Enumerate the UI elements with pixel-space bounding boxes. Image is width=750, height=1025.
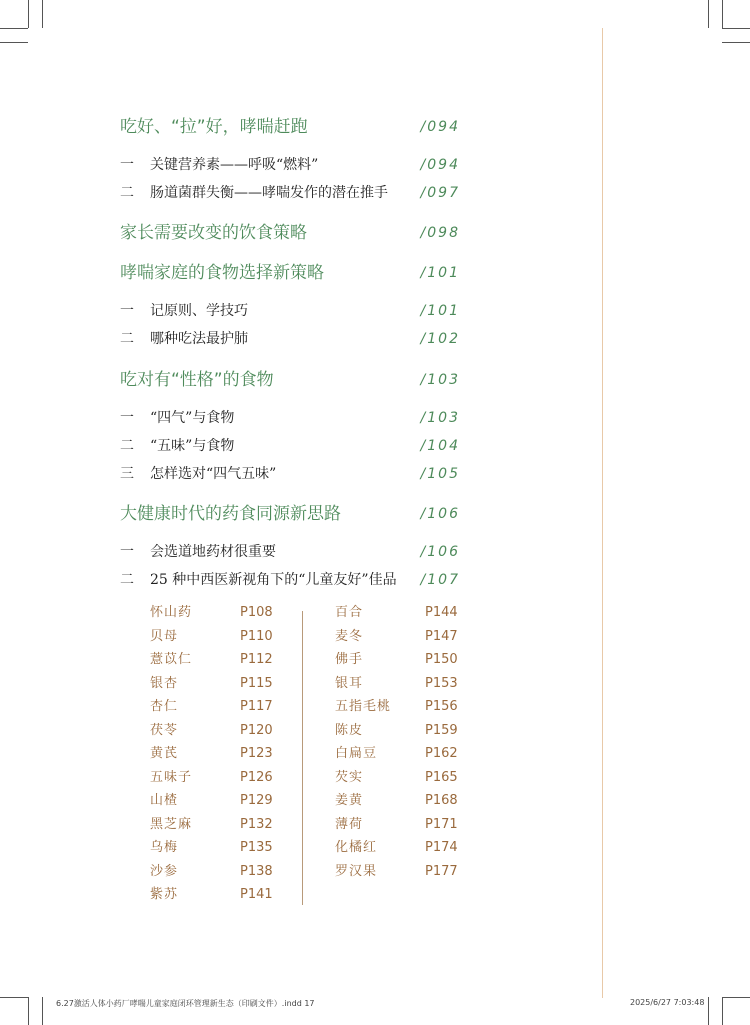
herb-page: P129 bbox=[240, 793, 273, 808]
herb-name: 五味子 bbox=[150, 769, 193, 785]
herb-column-left bbox=[150, 603, 290, 909]
herb-name: 乌梅 bbox=[150, 840, 179, 855]
entry-number: 二 bbox=[120, 185, 134, 201]
herb-name: 佛手 bbox=[335, 652, 364, 667]
toc-entry[interactable] bbox=[120, 327, 460, 351]
herb-item[interactable] bbox=[150, 650, 290, 674]
entry-page: /107 bbox=[420, 572, 460, 588]
herb-item[interactable] bbox=[150, 862, 290, 886]
herb-item[interactable] bbox=[150, 815, 290, 839]
herb-page: P162 bbox=[425, 746, 458, 761]
toc-entry[interactable] bbox=[120, 406, 460, 430]
herb-name: 贝母 bbox=[150, 628, 179, 644]
entry-number: 二 bbox=[120, 331, 134, 347]
herb-page: P159 bbox=[425, 722, 458, 738]
section-page: /101 bbox=[420, 265, 460, 281]
entry-number: 一 bbox=[120, 410, 134, 426]
herb-item[interactable] bbox=[150, 768, 290, 792]
entry-number: 二 bbox=[120, 572, 134, 588]
herb-page: P156 bbox=[425, 699, 458, 714]
herb-page: P165 bbox=[425, 769, 458, 785]
section-page: /106 bbox=[420, 506, 460, 522]
herb-page: P126 bbox=[240, 769, 273, 785]
herb-page: P108 bbox=[240, 605, 273, 620]
entry-title: 肠道菌群失衡——哮喘发作的潜在推手 bbox=[150, 185, 388, 201]
herb-page: P123 bbox=[240, 746, 273, 761]
herb-item[interactable] bbox=[150, 603, 290, 627]
entry-title: “四气”与食物 bbox=[150, 410, 235, 426]
herb-item[interactable] bbox=[150, 697, 290, 721]
herb-name: 芡实 bbox=[335, 769, 364, 785]
herb-column-divider bbox=[302, 611, 303, 905]
toc-entry[interactable] bbox=[120, 462, 460, 486]
entry-page: /097 bbox=[420, 185, 460, 201]
herb-name: 银耳 bbox=[335, 675, 364, 691]
herb-item[interactable] bbox=[150, 627, 290, 651]
herb-page: P115 bbox=[240, 675, 273, 691]
section-page: /103 bbox=[420, 372, 460, 388]
herb-page: P144 bbox=[425, 605, 458, 620]
herb-name: 化橘红 bbox=[335, 840, 378, 855]
entry-title: 会选道地药材很重要 bbox=[150, 544, 276, 560]
herb-item[interactable] bbox=[150, 838, 290, 862]
section-title: 家长需要改变的饮食策略 bbox=[120, 223, 307, 243]
herb-name: 五指毛桃 bbox=[335, 699, 392, 714]
entry-number: 一 bbox=[120, 544, 134, 560]
toc-section[interactable] bbox=[120, 499, 460, 529]
crop-mark-br-v bbox=[708, 997, 709, 1025]
crop-mark-tr-v bbox=[708, 0, 709, 28]
entry-page: /103 bbox=[420, 410, 460, 426]
herb-name: 沙参 bbox=[150, 863, 179, 879]
herb-item[interactable] bbox=[335, 815, 475, 839]
section-title: 吃对有“性格”的食物 bbox=[120, 370, 274, 390]
herb-name: 杏仁 bbox=[150, 699, 179, 714]
herb-page: P141 bbox=[240, 887, 273, 902]
herb-name: 罗汉果 bbox=[335, 863, 378, 879]
herb-item[interactable] bbox=[335, 603, 475, 627]
herb-page: P174 bbox=[425, 840, 458, 855]
entry-number: 二 bbox=[120, 438, 134, 454]
herb-item[interactable] bbox=[335, 862, 475, 886]
crop-mark-br-h bbox=[722, 997, 750, 998]
herb-item[interactable] bbox=[335, 838, 475, 862]
herb-page: P135 bbox=[240, 840, 273, 855]
crop-mark-bl-v2 bbox=[42, 997, 43, 1025]
crop-mark-tl-h2 bbox=[0, 42, 28, 43]
entry-page: /102 bbox=[420, 331, 460, 347]
entry-page: /106 bbox=[420, 544, 460, 560]
herb-name: 薄荷 bbox=[335, 816, 364, 832]
herb-page: P120 bbox=[240, 722, 273, 738]
entry-title: 怎样选对“四气五味” bbox=[150, 466, 277, 482]
section-title: 大健康时代的药食同源新思路 bbox=[120, 504, 341, 524]
footer-timestamp: 2025/6/27 7:03:48 bbox=[630, 998, 705, 1007]
entry-number: 一 bbox=[120, 157, 134, 173]
section-page: /094 bbox=[420, 119, 460, 135]
herb-name: 怀山药 bbox=[150, 605, 193, 620]
page-edge-line bbox=[602, 28, 603, 998]
crop-mark-tl-v2 bbox=[42, 0, 43, 28]
toc-entry[interactable] bbox=[120, 540, 460, 564]
toc-entry[interactable] bbox=[120, 299, 460, 323]
crop-mark-br-v2 bbox=[722, 997, 723, 1025]
crop-mark-tr-h bbox=[722, 28, 750, 29]
crop-mark-tl-h bbox=[0, 28, 28, 29]
toc-entry[interactable] bbox=[120, 568, 460, 592]
herb-name: 山楂 bbox=[150, 793, 179, 808]
herb-name: 紫苏 bbox=[150, 887, 179, 902]
herb-name: 麦冬 bbox=[335, 628, 364, 644]
herb-item[interactable] bbox=[335, 791, 475, 815]
herb-page: P112 bbox=[240, 652, 273, 667]
herb-name: 黄芪 bbox=[150, 746, 179, 761]
toc-entry[interactable] bbox=[120, 153, 460, 177]
herb-item[interactable] bbox=[335, 768, 475, 792]
herb-name: 白扁豆 bbox=[335, 746, 378, 761]
crop-mark-bl-v bbox=[28, 997, 29, 1025]
herb-page: P150 bbox=[425, 652, 458, 667]
herb-item[interactable] bbox=[335, 627, 475, 651]
entry-number: 一 bbox=[120, 303, 134, 319]
herb-page: P132 bbox=[240, 816, 273, 832]
section-title: 哮喘家庭的食物选择新策略 bbox=[120, 263, 324, 283]
herb-item[interactable] bbox=[150, 674, 290, 698]
herb-page: P117 bbox=[240, 699, 273, 714]
toc-section[interactable] bbox=[120, 258, 460, 288]
entry-page: /105 bbox=[420, 466, 460, 482]
herb-page: P177 bbox=[425, 863, 458, 879]
herb-item[interactable] bbox=[335, 721, 475, 745]
herb-item[interactable] bbox=[335, 697, 475, 721]
herb-page: P153 bbox=[425, 675, 458, 691]
herb-item[interactable] bbox=[150, 744, 290, 768]
entry-page: /094 bbox=[420, 157, 460, 173]
entry-title: 记原则、学技巧 bbox=[150, 303, 248, 319]
toc-section[interactable] bbox=[120, 365, 460, 395]
entry-title: “五味”与食物 bbox=[150, 438, 235, 454]
herb-name: 银杏 bbox=[150, 675, 179, 691]
herb-column-right bbox=[335, 603, 475, 885]
entry-title: 哪种吃法最护肺 bbox=[150, 331, 248, 347]
herb-name: 茯苓 bbox=[150, 722, 179, 738]
herb-page: P110 bbox=[240, 628, 273, 644]
herb-item[interactable] bbox=[150, 791, 290, 815]
herb-page: P171 bbox=[425, 816, 458, 832]
herb-item[interactable] bbox=[335, 674, 475, 698]
crop-mark-bl-h bbox=[0, 997, 28, 998]
toc-section[interactable] bbox=[120, 112, 460, 142]
herb-name: 薏苡仁 bbox=[150, 652, 193, 667]
entry-number: 三 bbox=[120, 466, 134, 482]
entry-title: 关键营养素——呼吸“燃料” bbox=[150, 157, 319, 173]
herb-page: P168 bbox=[425, 793, 458, 808]
crop-mark-tr-v2 bbox=[722, 0, 723, 28]
herb-page: P138 bbox=[240, 863, 273, 879]
herb-name: 黑芝麻 bbox=[150, 816, 193, 832]
herb-item[interactable] bbox=[150, 885, 290, 909]
footer-file-info: 6.27激活人体小药厂哮喘儿童家庭闭环管理新生态（印刷文件）.indd 17 bbox=[56, 999, 315, 1008]
herb-name: 陈皮 bbox=[335, 722, 364, 738]
entry-page: /101 bbox=[420, 303, 460, 319]
crop-mark-tl-v bbox=[28, 0, 29, 28]
herb-item[interactable] bbox=[150, 721, 290, 745]
herb-name: 姜黄 bbox=[335, 793, 364, 808]
section-title: 吃好、“拉”好，哮喘赶跑 bbox=[120, 117, 308, 137]
herb-item[interactable] bbox=[335, 650, 475, 674]
section-page: /098 bbox=[420, 225, 460, 241]
entry-page: /104 bbox=[420, 438, 460, 454]
toc-entry[interactable] bbox=[120, 434, 460, 458]
crop-mark-tr-h2 bbox=[722, 42, 750, 43]
toc-section[interactable] bbox=[120, 218, 460, 248]
herb-name: 百合 bbox=[335, 605, 364, 620]
entry-title: 25 种中西医新视角下的“儿童友好”佳品 bbox=[150, 572, 397, 588]
toc-entry[interactable] bbox=[120, 181, 460, 205]
herb-item[interactable] bbox=[335, 744, 475, 768]
herb-page: P147 bbox=[425, 628, 458, 644]
